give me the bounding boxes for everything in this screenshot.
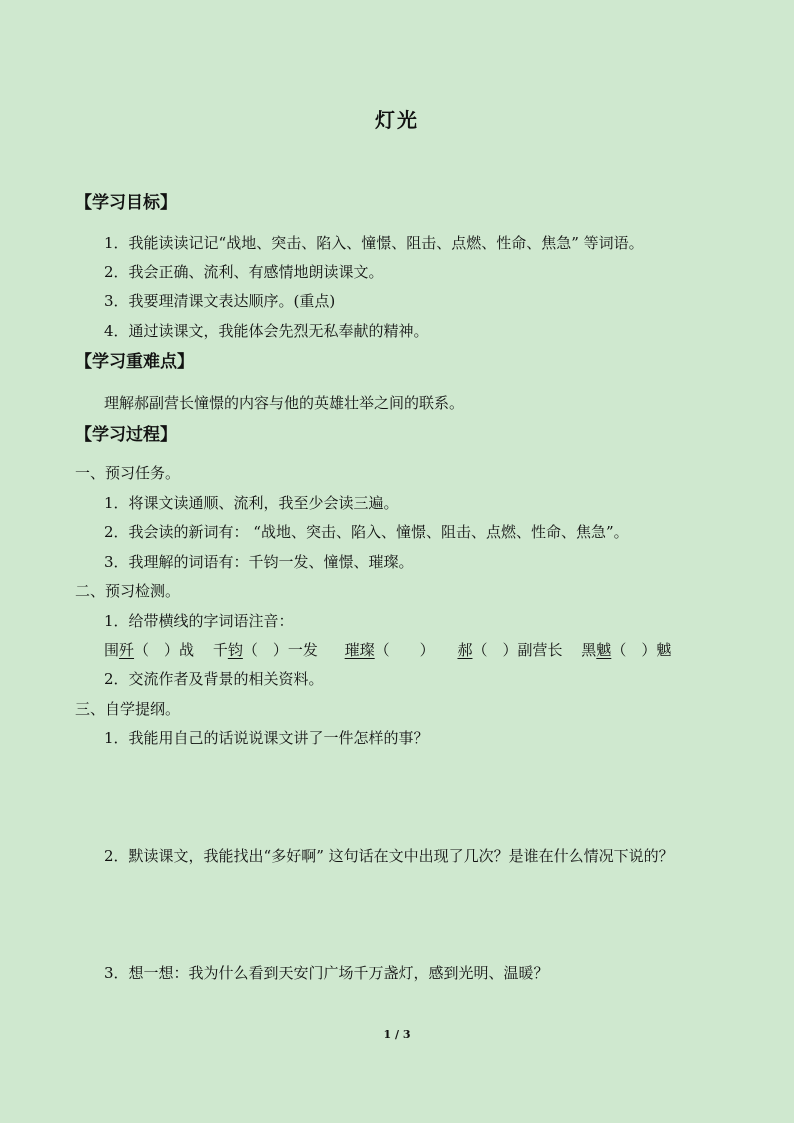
word-heixu: 黑魆（ ）魆 [581,641,672,659]
document-title: 灯光 [375,108,419,132]
goals-heading: 【学习目标】 [75,193,177,213]
key-points-heading: 【学习重难点】 [75,352,194,372]
preview-task-item: 2．我会读的新词有： “战地、突击、陷入、憧憬、阻击、点燃、性命、焦急”。 [104,523,629,541]
key-points-text: 理解郝副营长憧憬的内容与他的英雄壮举之间的联系。 [104,394,465,412]
outline-question: 1．我能用自己的话说说课文讲了一件怎样的事？ [104,729,429,747]
word-qianjun: 千钧（ ）一发 [212,641,318,659]
page-number: 1 / 3 [383,1028,411,1041]
preview-check-item: 2．交流作者及背景的相关资料。 [104,670,324,688]
study-outline-title: 三、自学提纲。 [75,700,181,718]
outline-question: 2．默读课文，我能找出“多好啊” 这句话在文中出现了几次？是谁在什么情况下说的？ [104,847,674,865]
preview-check-item: 1．给带横线的字词语注音： [104,612,294,630]
goal-item: 4．通过读课文，我能体会先烈无私奉献的精神。 [104,322,429,340]
outline-question: 3．想一想：我为什么看到天安门广场千万盏灯，感到光明、温暖？ [104,964,549,982]
word-cuican: 璀璨（ ） [344,641,435,659]
pinyin-exercise-row [104,640,671,660]
preview-task-title: 一、预习任务。 [75,464,181,482]
word-weijian: 围歼（ ）战 [104,641,195,659]
process-heading: 【学习过程】 [75,425,177,445]
preview-task-item: 3．我理解的词语有：千钧一发、憧憬、璀璨。 [104,553,414,571]
preview-check-title: 二、预习检测。 [75,582,181,600]
goal-item: 3．我要理清课文表达顺序。(重点) [104,292,336,310]
goal-item: 2．我会正确、流利、有感情地朗读课文。 [104,263,384,281]
preview-task-item: 1．将课文读通顺、流利，我至少会读三遍。 [104,494,399,512]
word-hao: 郝（ ）副营长 [457,641,563,659]
goal-item: 1．我能读读记记“战地、突击、陷入、憧憬、阻击、点燃、性命、焦急” 等词语。 [104,234,644,252]
